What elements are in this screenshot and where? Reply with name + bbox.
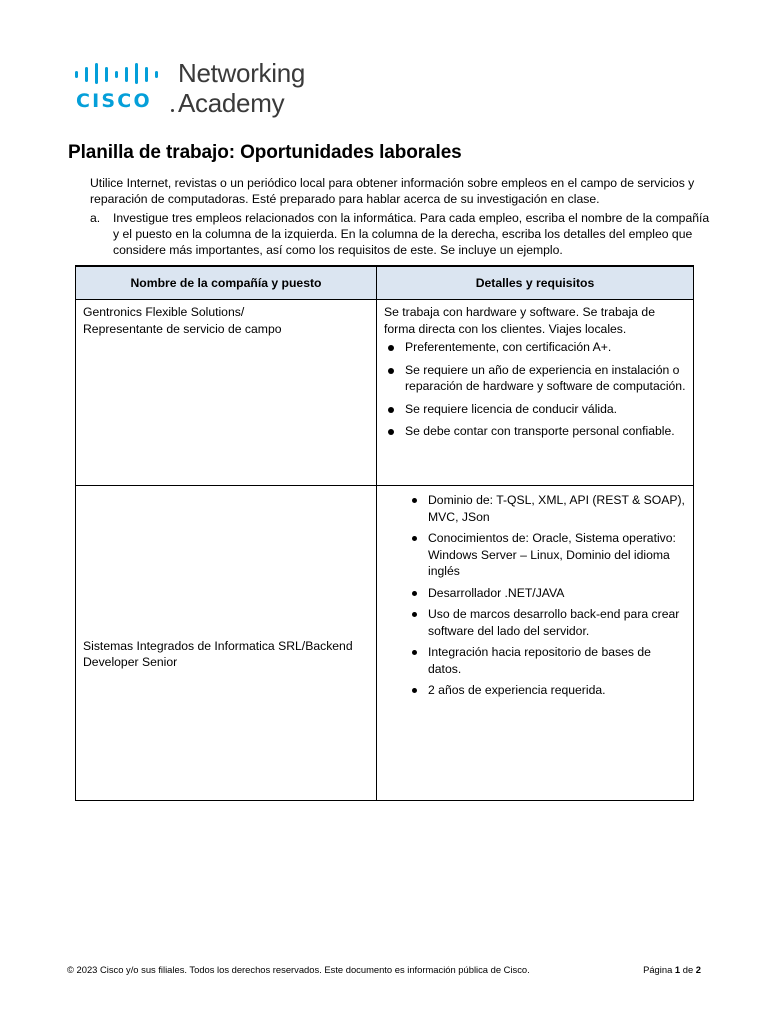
table-header-row <box>76 266 694 300</box>
cisco-networking-academy-logo <box>74 58 334 120</box>
table-row <box>76 300 694 486</box>
page-current: 1 <box>674 964 681 975</box>
step-text: Investigue tres empleos relacionados con la informática. Para cada empleo, escriba el nombre de la compañía y el puesto en la columna de la izquierda. En la columna de la derecha, escriba los detalles del empleo que considere más importantes, así como los requisitos de este. Se incluye un ejemplo. <box>113 211 710 257</box>
list-item: Se debe contar con transporte personal confiable. <box>384 423 686 440</box>
page-prefix: Página <box>643 964 673 975</box>
company-position: Representante de servicio de campo <box>83 321 282 336</box>
requirements-list <box>384 339 686 440</box>
cisco-wordmark: CISCO <box>76 90 152 112</box>
list-item: Conocimientos de: Oracle, Sistema operativo: Windows Server – Linux, Dominio del idioma inglés <box>384 530 686 580</box>
header-company: Nombre de la compañía y puesto <box>76 266 377 300</box>
footer-copyright: © 2023 Cisco y/o sus filiales. Todos los derechos reservados. Este documento es información pública de Cisco. <box>67 964 530 975</box>
page-total: 2 <box>695 964 701 975</box>
company-cell[interactable] <box>76 300 377 486</box>
list-item: Dominio de: T-QSL, XML, API (REST & SOAP), MVC, JSon <box>384 492 686 525</box>
step-label: a. <box>90 211 101 225</box>
list-item: 2 años de experiencia requerida. <box>384 682 686 699</box>
cisco-bars-icon <box>74 62 166 84</box>
company-cell[interactable] <box>76 486 377 801</box>
list-item: Desarrollador .NET/JAVA <box>384 585 686 602</box>
list-item: Uso de marcos desarrollo back-end para crear software del lado del servidor. <box>384 606 686 639</box>
list-item: Se requiere licencia de conducir válida. <box>384 401 686 418</box>
jobs-table <box>75 265 694 801</box>
list-item: Integración hacia repositorio de bases de datos. <box>384 644 686 677</box>
step-a <box>90 210 710 258</box>
list-item: Preferentemente, con certificación A+. <box>384 339 686 356</box>
intro-paragraph: Utilice Internet, revistas o un periódico local para obtener información sobre empleos en el campo de servicios y reparación de computadoras. Esté preparado para hablar acerca de su investigación en clase. <box>90 176 695 206</box>
page-number <box>643 964 701 975</box>
details-text: Se trabaja con hardware y software. Se trabaja de forma directa con los clientes. Viajes locales. <box>384 305 655 336</box>
company-name-position: Sistemas Integrados de Informatica SRL/Backend Developer Senior <box>83 638 353 669</box>
requirements-list <box>384 492 686 699</box>
company-name: Gentronics Flexible Solutions/ <box>83 305 245 319</box>
header-details: Detalles y requisitos <box>377 266 694 300</box>
logo-networking-text: Networking <box>178 58 306 88</box>
logo-dot <box>171 109 174 112</box>
logo-academy-text: Academy <box>178 88 285 118</box>
details-cell[interactable] <box>377 486 694 801</box>
page-title: Planilla de trabajo: Oportunidades laborales <box>68 142 462 163</box>
table-row <box>76 486 694 801</box>
page-separator: de <box>682 964 694 975</box>
list-item: Se requiere un año de experiencia en instalación o reparación de hardware y software de computación. <box>384 362 686 395</box>
details-cell[interactable] <box>377 300 694 486</box>
